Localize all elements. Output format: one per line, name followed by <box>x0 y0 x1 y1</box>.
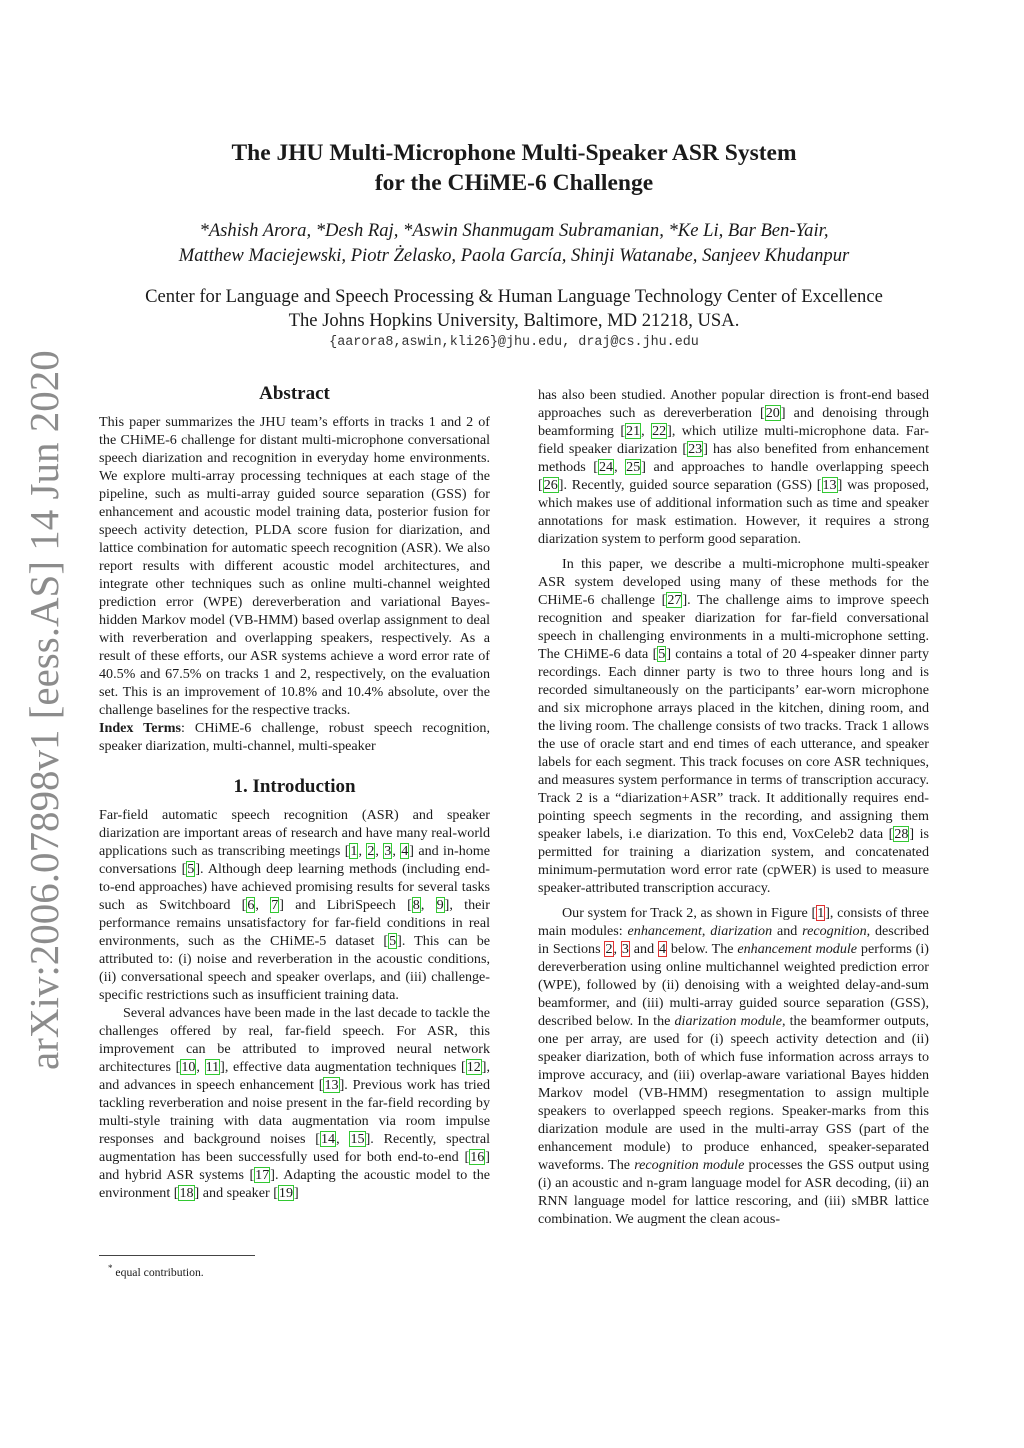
right-paragraph-1: has also been studied. Another popular direction is front-end based approaches such as dereverberation [20] and denoising through beamforming [21, 22], which utilize multi-microphone data. Far-field speaker diarization [23] has also benefited from enhancement methods [24, 25] and approaches to handle overlapping speech [26]. Recently, guided source separation (GSS) [13] was proposed, which makes use of additional information such as time and speaker annotations for mask estimation. However, it requires a strong diarization system to perform good separation. <box>538 387 930 547</box>
citation-link[interactable]: 14 <box>321 1131 336 1147</box>
authors-line-1: *Ashish Arora, *Desh Raj, *Aswin Shanmugam Subramanian, *Ke Li, Bar Ben-Yair, <box>199 220 829 241</box>
text-run: ] was proposed, which makes use of additional information such as time and speaker annotations for mask estimation. However, it requires a strong diarization system to perform good separation. <box>538 477 929 547</box>
text-run: ] and hybrid ASR systems [ <box>99 1149 490 1183</box>
citation-link[interactable]: 12 <box>466 1059 481 1075</box>
citation-link[interactable]: 26 <box>543 477 558 493</box>
citation-link[interactable]: 22 <box>652 423 667 439</box>
text-run: ] and denoising through beamforming [ <box>538 405 930 439</box>
citation-link[interactable]: 5 <box>658 646 666 662</box>
text-run: ]. Previous work has tried tackling reverberation and noise present in the far-field recording by multi-style training with data augmentation via room impulse responses and background noises [ <box>99 1077 490 1147</box>
citation-link[interactable]: 6 <box>247 897 255 913</box>
footnote-rule <box>99 1255 255 1256</box>
title-line-1: The JHU Multi-Microphone Multi-Speaker ASR System <box>231 140 797 166</box>
citation-link[interactable]: 5 <box>187 861 195 877</box>
right-paragraph-3 <box>538 904 929 1228</box>
citation-link[interactable]: 17 <box>255 1167 270 1183</box>
arxiv-stamp-text: arXiv:2006.07898v1 [eess.AS] 14 Jun 2020 <box>21 350 67 1070</box>
text-run: ]. Recently, guided source separation (GSS) [ <box>558 477 822 493</box>
figure-link[interactable]: 1 <box>817 905 825 921</box>
text-run: , described in Sections <box>538 923 929 957</box>
citation-link[interactable]: 24 <box>598 459 614 475</box>
emphasis: diarization <box>710 923 773 939</box>
affiliation <box>60 285 968 333</box>
citation-link[interactable]: 13 <box>822 477 837 493</box>
paper-title <box>100 138 928 198</box>
title-line-2: for the CHiME-6 Challenge <box>374 170 654 196</box>
citation-link[interactable]: 11 <box>205 1059 220 1075</box>
emphasis: recognition module <box>634 1157 745 1173</box>
citation-link[interactable]: 8 <box>412 897 420 913</box>
affiliation-line-1: Center for Language and Speech Processing & Human Language Technology Center of Excellence <box>145 286 883 307</box>
emphasis: enhancement module <box>737 941 858 957</box>
text-run: ]. Adapting the acoustic model to the environment [ <box>99 1167 490 1201</box>
citation-link[interactable]: 16 <box>470 1149 485 1165</box>
email-addresses: {aarora8,aswin,kli26}@jhu.edu, draj@cs.jhu.edu <box>329 335 699 350</box>
citation-link[interactable]: 28 <box>894 826 909 842</box>
text-run: performs (i) dereverberation using online multichannel weighted prediction error (WPE), followed by (ii) denoising with a weighted delay-and-sum beamformer, and (iii) multi-array guided source separation (GSS), described below. In the <box>538 941 929 1029</box>
citation-link[interactable]: 15 <box>350 1131 365 1147</box>
citation-link[interactable]: 7 <box>271 897 279 913</box>
text-run: , <box>701 923 711 939</box>
text-run: Several advances have been made in the last decade to tackle the challenges offered by real, far-field speech. For ASR, this improvement can be attributed to improved neural network architectures [ <box>99 1005 490 1075</box>
footnote-text: equal contribution. <box>112 1265 204 1279</box>
text-run: ] is permitted for training a diarization system, and concatenated minimum-permutation word error rate (cpWER) is used to measure speaker-attributed transcription accuracy. <box>538 826 929 896</box>
text-run: ] <box>294 1185 299 1201</box>
citation-link[interactable]: 23 <box>688 441 703 457</box>
text-run: ]. The challenge aims to improve speech recognition and speaker diarization for far-field conversational speech in challenging environments in a multi-microphone setting. The CHiME-6 data [ <box>538 592 930 662</box>
abstract-text: This paper summarizes the JHU team’s efforts in tracks 1 and 2 of the CHiME-6 challenge for distant multi-microphone conversational speech diarization and recognition in everyday home environments. We explore multi-array processing techniques at each stage of the pipeline, such as multi-array guided source separation (GSS) for enhancement and acoustic model training data, posterior fusion for speech activity detection, PLDA score fusion for diarization, and lattice combination for automatic speech recognition (ASR). We also report results with different acoustic model architectures, and integrate other techniques such as online multi-channel weighted prediction error (WPE) dereverberation and variational Bayes-hidden Markov model (VB-HMM) based overlap assignment to deal with reverberation and overlapping speakers, respectively. As a result of these efforts, our ASR systems achieve a word error rate of 40.5% and 67.5% on tracks 1 and 2, respectively, on the evaluation set. This is an improvement of 10.8% and 10.4% absolute, over the challenge baselines for the respective tracks. <box>99 414 490 718</box>
text-run: processes the GSS output using (i) an acoustic and n-gram language model for ASR decoding, (ii) an RNN language model for lattice rescoring, and (iii) sMBR lattice combination. We augment the clean acous- <box>538 1157 930 1227</box>
citation-link[interactable]: 20 <box>765 405 780 421</box>
text-run: below. The <box>667 941 738 957</box>
index-terms-label: Index Terms <box>99 720 182 736</box>
text-run: ] and in-home conversations [ <box>99 843 491 877</box>
intro-heading: 1. Introduction <box>233 776 356 797</box>
citation-link[interactable]: 4 <box>401 843 409 859</box>
text-run: ] and LibriSpeech [ <box>279 897 412 913</box>
text-run: Far-field automatic speech recognition (ASR) and speaker diarization are important areas of research and have many real-world applications such as transcribing meetings [ <box>99 807 490 859</box>
citation-link[interactable]: 13 <box>324 1077 339 1093</box>
citation-link[interactable]: 19 <box>278 1185 293 1201</box>
abstract-heading: Abstract <box>259 383 330 404</box>
citation-link[interactable]: 5 <box>389 933 397 949</box>
text-run: ]. This can be attributed to: (i) noise and reverberation in the acoustic conditions, (ii) conversational speech and speaker overlaps, and (iii) challenge-specific restrictions such as insufficient training data. <box>99 933 490 1003</box>
citation-link[interactable]: 21 <box>626 423 641 439</box>
text-run: ]. Although deep learning methods (including end-to-end approaches) have achieved promising results for several tasks such as Switchboard [ <box>99 861 490 913</box>
text-run: ] and approaches to handle overlapping speech [ <box>538 459 930 493</box>
citation-link[interactable]: 3 <box>384 843 392 859</box>
footnote-mark: * <box>108 1263 113 1273</box>
citation-link[interactable]: 10 <box>181 1059 196 1075</box>
index-terms <box>99 719 490 755</box>
text-run: Our system for Track 2, as shown in Figure [ <box>562 905 817 921</box>
intro-paragraph-1: Far-field automatic speech recognition (ASR) and speaker diarization are important areas of research and have many real-world applications such as transcribing meetings [1, 2, 3, 4] and in-home conversations [5]. Although deep learning methods (including end-to-end approaches) have achieved promising results for several tasks such as Switchboard [6, 7] and LibriSpeech [8, 9], their performance remains unsatisfactory for far-field conditions in real environments, such as the CHiME-5 dataset [5]. This can be attributed to: (i) noise and reverberation in the acoustic conditions, (ii) conversational speech and speaker overlaps, and (iii) challenge-specific restrictions such as insufficient training data. <box>99 807 491 1003</box>
right-paragraph-2 <box>538 555 929 897</box>
citation-link[interactable]: 1 <box>350 843 358 859</box>
index-terms-text: : CHiME-6 challenge, robust speech recognition, speaker diarization, multi-channel, multi-speaker <box>99 720 490 754</box>
intro-paragraph-2: Several advances have been made in the last decade to tackle the challenges offered by real, far-field speech. For ASR, this improvement can be attributed to improved neural network architectures [10, 11], effective data augmentation techniques [12], and advances in speech enhancement [13]. Previous work has tried tackling reverberation and noise present in the far-field recording by multi-style training with data augmentation via room impulse responses and background noises [14, 15]. Recently, spectral augmentation has been successfully used for both end-to-end [16] and hybrid ASR systems [17]. Adapting the acoustic model to the environment [18] and speaker [19] <box>99 1005 490 1201</box>
text-run: ], which utilize multi-microphone data. Far-field speaker diarization [ <box>538 423 930 457</box>
text-run: ], effective data augmentation techniques [ <box>220 1059 466 1075</box>
text-run: ] contains a total of 20 4-speaker dinner party recordings. Each dinner party is two to three hours long and is recorded simultaneously on the participants’ ear-worn microphone and six microphone arrays placed in the kitchen, dining room, and the living room. The challenge consists of two tracks. Track 1 allows the use of oracle start and end times of each utterance, and speaker labels for each segment. This track focuses on core ASR techniques, and measures system performance in terms of transcription accuracy. Track 2 is a “diarization+ASR” track. It additionally requires end-pointing speech segments in the recording, and assigning them speaker labels, i.e diarization. To this end, VoxCeleb2 data [ <box>538 646 929 842</box>
text-run: , the beamformer outputs, one per array, are used for (i) speech activity detection and (ii) speaker diarization, both of which fuse information across arrays to improve accuracy, and (iii) overlap-aware variational Bayes hidden Markov model (VB-HMM) resegmentation to assign multiple speakers to overlapped speech regions. Speaker-marks from this diarization module are used in the multi-array GSS (part of the enhancement module) to produce enhanced, speaker-separated waveforms. The <box>538 1013 929 1173</box>
affiliation-line-2: The Johns Hopkins University, Baltimore, MD 21218, USA. <box>288 310 740 331</box>
text-run: has also been studied. Another popular direction is front-end based approaches such as dereverberation [ <box>538 387 929 421</box>
emphasis: diarization module <box>674 1013 782 1029</box>
citation-link[interactable]: 9 <box>436 897 444 913</box>
left-column <box>99 382 490 1202</box>
text-run: ] and speaker [ <box>194 1185 278 1201</box>
text-run: ], their performance remains unsatisfactory for far-field conditions in real environments, such as the CHiME-5 dataset [ <box>99 897 491 949</box>
right-column <box>538 386 929 1228</box>
citation-link[interactable]: 25 <box>626 459 641 475</box>
emphasis: recognition <box>802 923 867 939</box>
text-run: and <box>629 941 659 957</box>
authors-line-2: Matthew Maciejewski, Piotr Żelasko, Paola García, Shinji Watanabe, Sanjeev Khudanpur <box>178 244 850 266</box>
text-run: ], consists of three main modules: <box>538 905 929 939</box>
text-run: ], and advances in speech enhancement [ <box>99 1059 490 1093</box>
section-link[interactable]: 2 <box>605 941 613 957</box>
citation-link[interactable]: 2 <box>367 843 375 859</box>
author-list <box>60 219 968 268</box>
section-link[interactable]: 3 <box>621 941 629 957</box>
text-run: ]. Recently, spectral augmentation has been successfully used for both end-to-end [ <box>99 1131 490 1165</box>
citation-link[interactable]: 18 <box>179 1185 194 1201</box>
text-run: In this paper, we describe a multi-microphone multi-speaker ASR system developed using many of these methods for the CHiME-6 challenge [ <box>538 556 929 608</box>
text-run: , <box>613 941 621 957</box>
text-run: ] has also benefited from enhancement methods [ <box>538 441 929 475</box>
emphasis: enhancement <box>627 923 702 939</box>
citation-link[interactable]: 27 <box>667 592 682 608</box>
text-run: and <box>772 923 803 939</box>
footnote <box>108 1261 204 1280</box>
section-link[interactable]: 4 <box>659 941 667 957</box>
